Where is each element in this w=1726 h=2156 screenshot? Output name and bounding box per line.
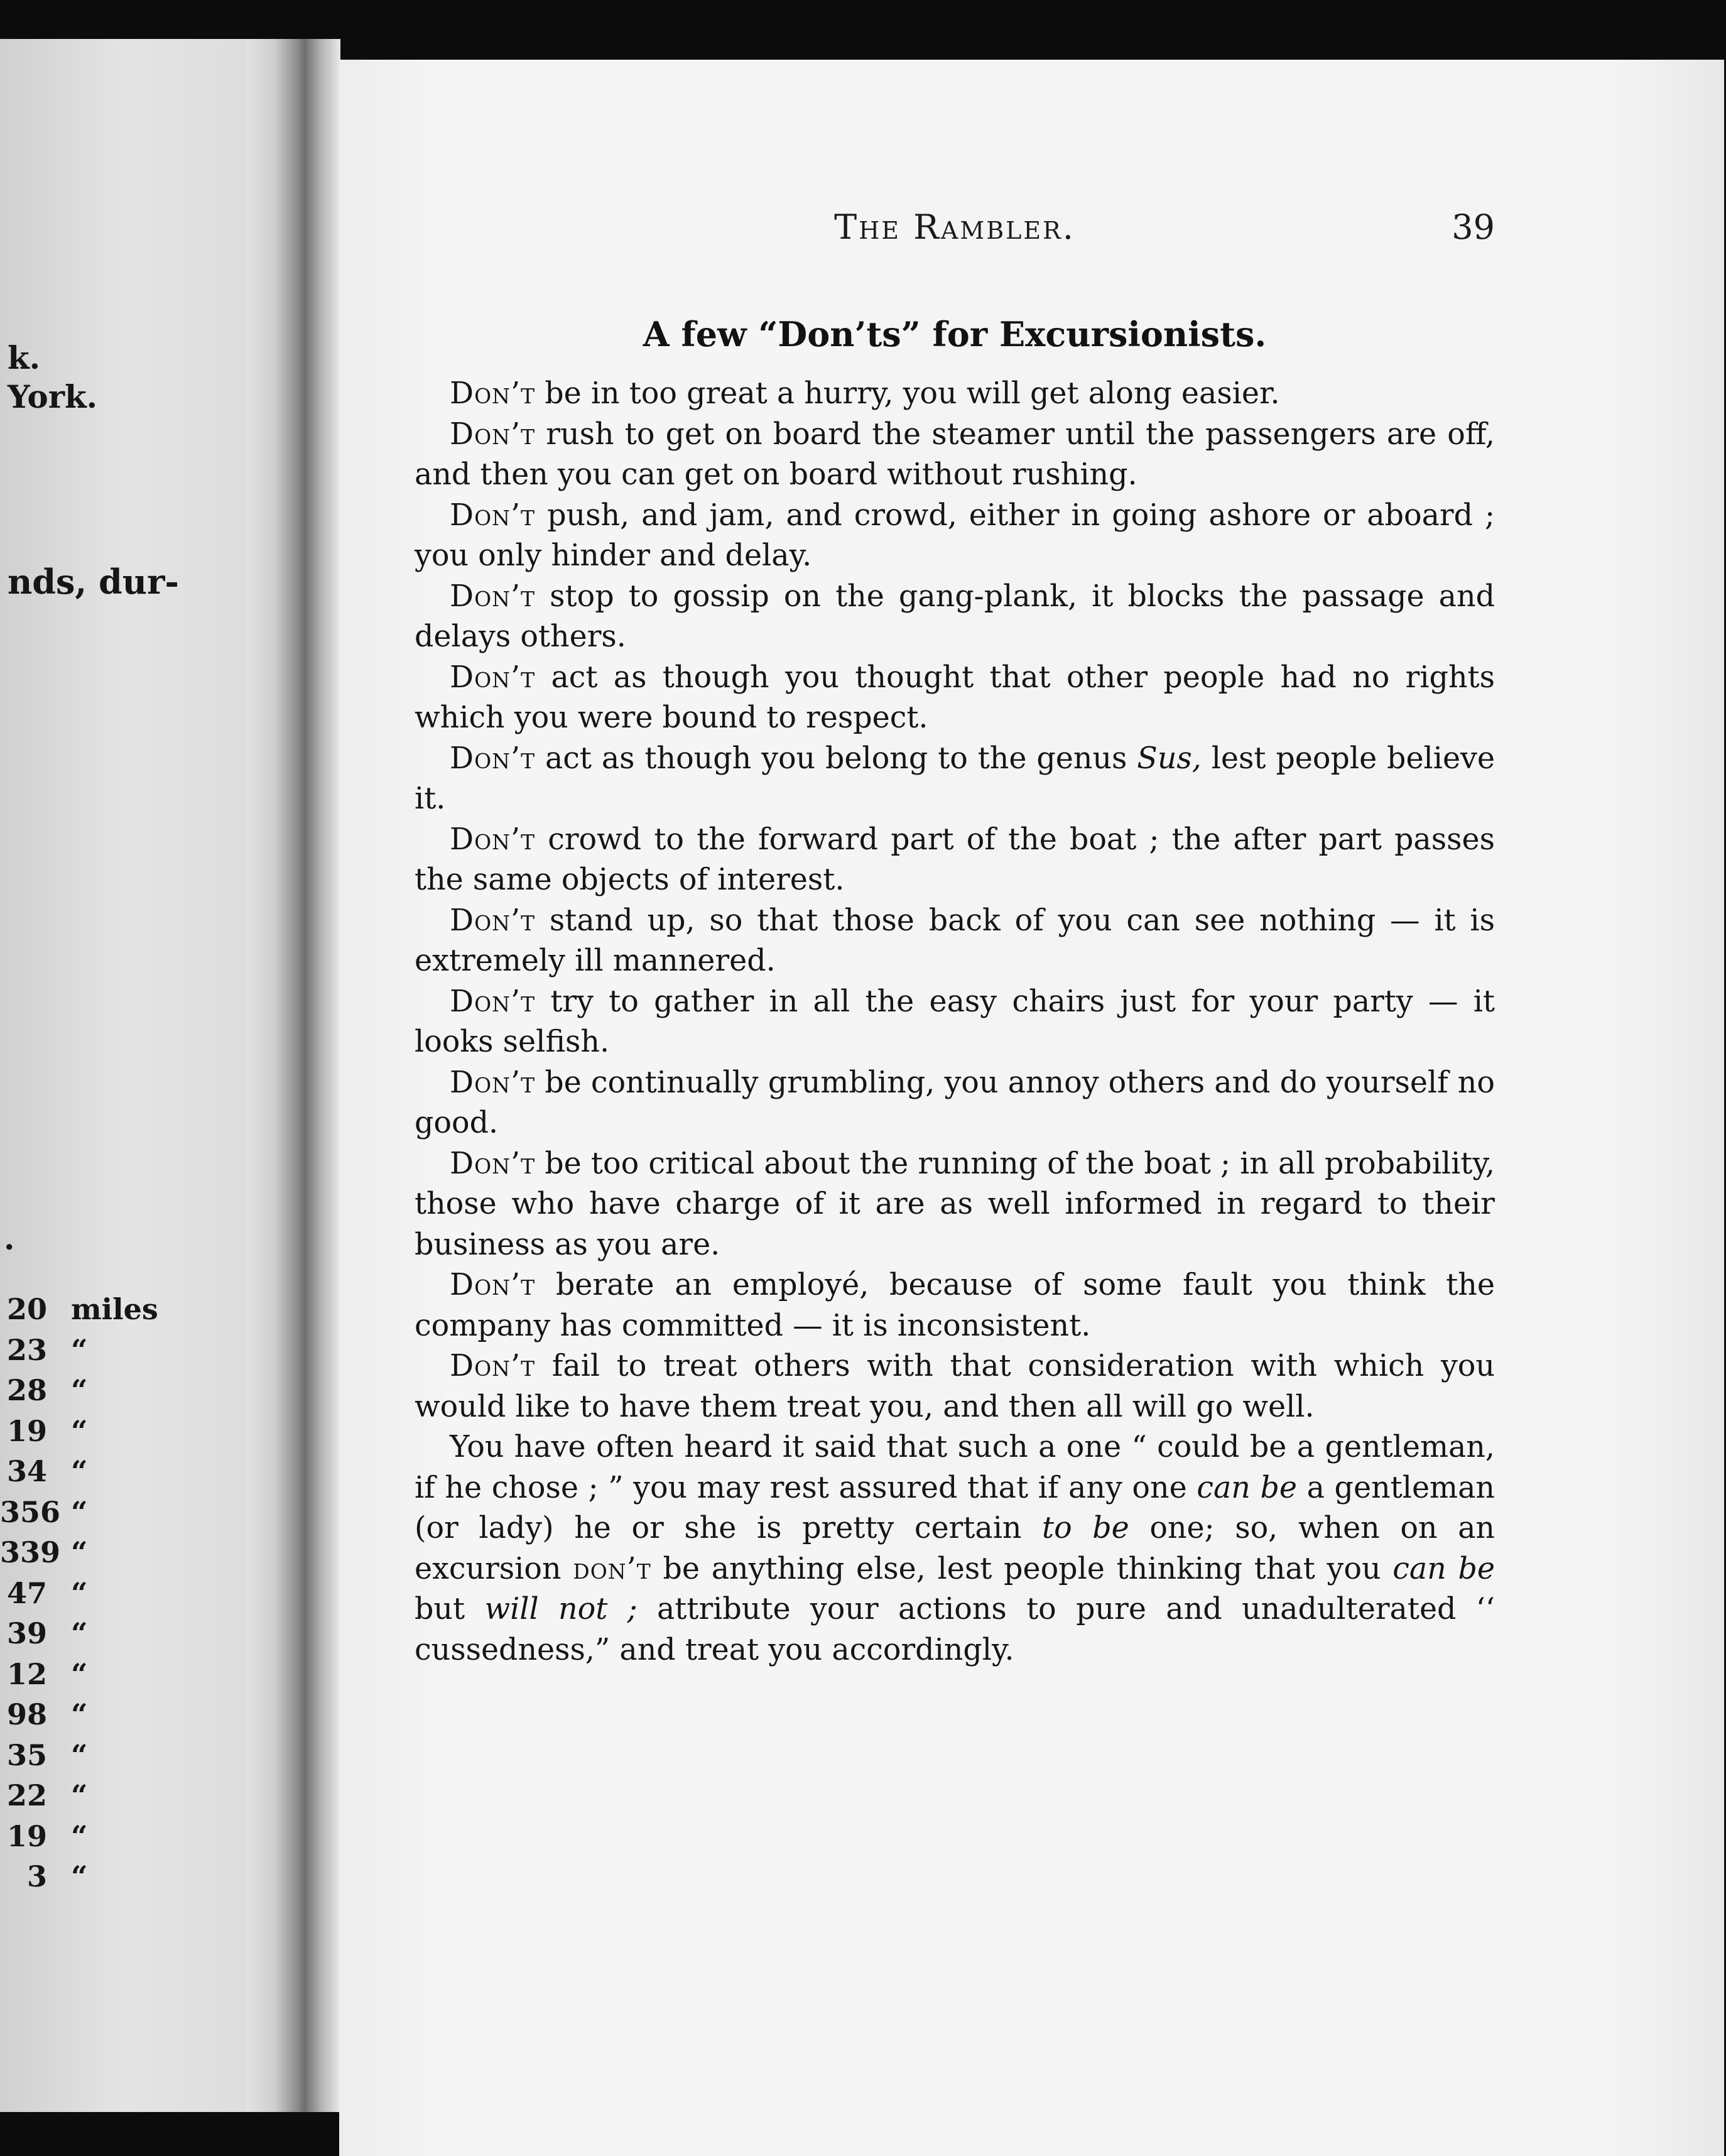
distance-value: 47 [6, 1576, 47, 1610]
italic-text: can be [1392, 1551, 1495, 1586]
distance-unit: “ [71, 1657, 88, 1691]
paragraph-text: but [415, 1592, 485, 1626]
distance-unit: “ [71, 1373, 88, 1408]
distance-value: 3 [26, 1859, 47, 1894]
distance-row [0, 1694, 188, 1735]
dont-word: Don’t [450, 660, 536, 695]
paragraph-text: rush to get on board the steamer until the passengers are off, and then you can get on board without rushing. [415, 416, 1495, 492]
distance-row [0, 1532, 188, 1573]
paragraph-text: act as though you belong to the genus [535, 741, 1137, 776]
paragraph [415, 374, 1495, 415]
distance-row [0, 1451, 188, 1492]
paragraph-text: stand up, so that those back of you can see nothing — it is extremely ill mannered. [415, 903, 1495, 978]
dont-word: Don’t [450, 376, 536, 411]
dont-word: Don’t [450, 416, 536, 452]
distance-value: 35 [6, 1738, 47, 1772]
distance-row [0, 1613, 188, 1654]
left-fragment-1: k. [8, 339, 41, 376]
paragraph-text: act as though you thought that other people had no rights which you were bound to respect. [415, 660, 1495, 735]
distance-value: 34 [6, 1454, 47, 1489]
paragraph-text: push, and jam, and crowd, either in going ashore or aboard ; you only hinder and delay. [415, 498, 1495, 573]
dont-word: Don’t [450, 984, 536, 1019]
dont-word: Don’t [450, 1349, 536, 1383]
distance-unit: “ [71, 1494, 88, 1529]
paragraph-text: lest people believe it. [415, 741, 1495, 816]
distance-row [0, 1775, 188, 1816]
paragraph-text: stop to gossip on the gang-plank, it blocks the passage and delays others. [415, 579, 1495, 654]
distance-value: 98 [6, 1697, 47, 1732]
italic-text: can be [1197, 1470, 1297, 1505]
distance-row [0, 1370, 188, 1411]
left-fragment-2: York. [8, 378, 98, 415]
distance-value: 19 [6, 1819, 47, 1853]
distance-value: 39 [6, 1616, 47, 1651]
distance-value: 20 [6, 1292, 47, 1327]
closing-paragraph [415, 1427, 1495, 1670]
distance-unit: “ [71, 1576, 88, 1610]
dont-word: Don’t [450, 498, 536, 533]
book-gutter [246, 39, 340, 2112]
paragraph [415, 982, 1495, 1063]
distance-unit: “ [71, 1454, 88, 1489]
paragraph-text: be anything else, lest people thinking that you [651, 1551, 1393, 1586]
dont-word: don’t [573, 1551, 651, 1586]
distance-unit: “ [71, 1616, 88, 1651]
dont-word: Don’t [450, 903, 536, 938]
distance-unit: “ [71, 1413, 88, 1448]
distance-unit: miles [71, 1292, 158, 1327]
distance-row [0, 1735, 188, 1776]
page-header [415, 207, 1495, 258]
paragraph-text: be continually grumbling, you annoy others and do yourself no good. [415, 1065, 1495, 1140]
distance-row [0, 1289, 188, 1330]
paragraph-text: try to gather in all the easy chairs just for your party — it looks selfish. [415, 984, 1495, 1059]
distance-row [0, 1330, 188, 1371]
left-fragment-4: . [4, 1220, 15, 1257]
paragraph [415, 1063, 1495, 1144]
distance-value: 23 [6, 1332, 47, 1367]
paragraph-text: berate an employé, because of some fault you think the company has committed — it is inconsistent. [415, 1268, 1495, 1343]
dont-word: Don’t [450, 1146, 536, 1181]
paragraph [415, 1346, 1495, 1427]
paragraph [415, 820, 1495, 901]
distance-value: 339 [0, 1535, 61, 1570]
paragraph-text: be too critical about the running of the boat ; in all probability, those who have charge of it are as well informed in regard to their business as you are. [415, 1146, 1495, 1262]
distance-unit: “ [71, 1535, 88, 1570]
distance-value: 12 [6, 1657, 47, 1691]
distance-table [0, 1289, 188, 1897]
paragraph [415, 739, 1495, 820]
paragraph-text: attribute your actions to pure and unadulterated ‘‘ cussedness,” and treat you accordingly. [415, 1592, 1495, 1667]
running-head: The Rambler. [834, 207, 1075, 247]
paragraph-text: fail to treat others with that consideration with which you would like to have them treat you, and then all will go well. [415, 1349, 1495, 1424]
distance-value: 19 [6, 1413, 47, 1448]
article-title: A few “Don’ts” for Excursionists. [643, 314, 1267, 354]
distance-unit: “ [71, 1332, 88, 1367]
distance-row [0, 1816, 188, 1857]
distance-row [0, 1573, 188, 1614]
italic-text: Sus, [1137, 741, 1202, 776]
paragraph-text: one; so, when on an excursion [415, 1511, 1495, 1586]
dont-word: Don’t [450, 1065, 536, 1100]
distance-row [0, 1411, 188, 1452]
paragraph [415, 658, 1495, 739]
paragraph [415, 577, 1495, 658]
distance-row [0, 1492, 188, 1533]
left-fragment-3: nds, dur- [8, 562, 179, 602]
page-number: 39 [1452, 207, 1495, 247]
dont-word: Don’t [450, 1268, 536, 1302]
paragraph-text: crowd to the forward part of the boat ; the after part passes the same objects of interest. [415, 822, 1495, 897]
dont-word: Don’t [450, 579, 536, 614]
distance-unit: “ [71, 1859, 88, 1894]
paragraph [415, 901, 1495, 982]
paragraph-text: a gentleman (or lady) he or she is pretty certain [415, 1470, 1495, 1545]
distance-value: 28 [6, 1373, 47, 1408]
distance-value: 22 [6, 1778, 47, 1813]
paragraph [415, 496, 1495, 577]
paragraph [415, 415, 1495, 496]
dont-word: Don’t [450, 741, 536, 776]
italic-text: will not ; [484, 1592, 638, 1626]
paragraph-text: You have often heard it said that such a one “ could be a gentleman, if he chose ; ” you may rest assured that if any one [415, 1430, 1495, 1505]
distance-unit: “ [71, 1819, 88, 1853]
paragraph-text: be in too great a hurry, you will get along easier. [535, 376, 1280, 411]
article-body [415, 374, 1495, 1670]
dont-word: Don’t [450, 822, 536, 857]
italic-text: to be [1042, 1511, 1129, 1545]
paragraph [415, 1265, 1495, 1346]
distance-value: 356 [0, 1494, 61, 1529]
distance-row [0, 1856, 188, 1897]
distance-row [0, 1654, 188, 1695]
paragraph [415, 1144, 1495, 1266]
distance-unit: “ [71, 1738, 88, 1772]
distance-unit: “ [71, 1778, 88, 1813]
distance-unit: “ [71, 1697, 88, 1732]
